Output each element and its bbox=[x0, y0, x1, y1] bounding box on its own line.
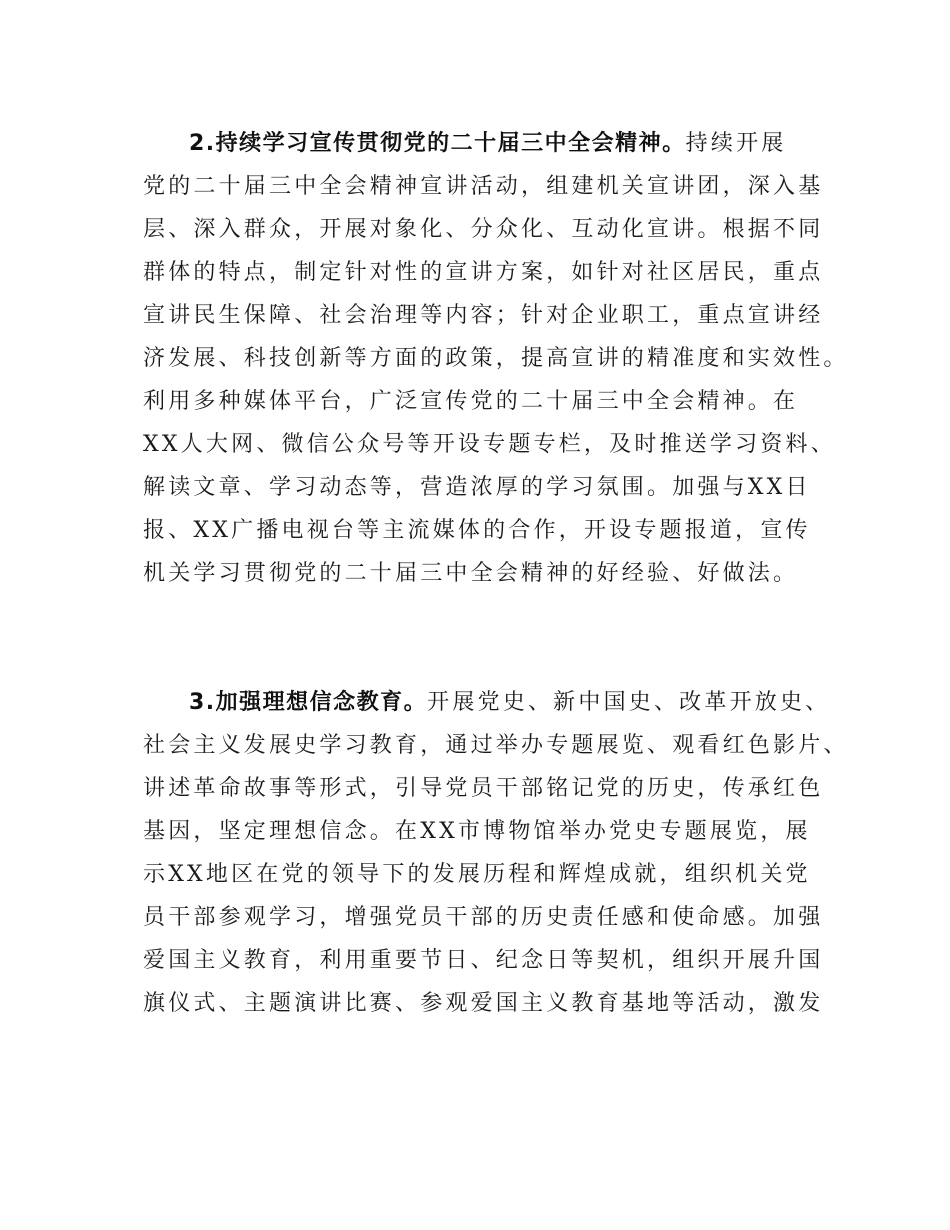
paragraph-line: 群体的特点，制定针对性的宣讲方案，如针对社区居民，重点 bbox=[143, 260, 824, 285]
section-heading: 3.加强理想信念教育。 bbox=[189, 690, 428, 715]
paragraph-line: 爱国主义教育，利用重要节日、纪念日等契机，组织开展升国 bbox=[143, 948, 824, 973]
paragraph-line: 旗仪式、主题演讲比赛、参观爱国主义教育基地等活动，激发 bbox=[143, 991, 824, 1016]
paragraph-line: 利用多种媒体平台，广泛宣传党的二十届三中全会精神。在 bbox=[143, 389, 799, 414]
paragraph-text: 持续开展 bbox=[685, 131, 787, 156]
paragraph-line: 社会主义发展史学习教育，通过举办专题展览、观看红色影片、 bbox=[143, 733, 849, 758]
paragraph-section-3 bbox=[143, 681, 849, 1025]
paragraph-line: 讲述革命故事等形式，引导党员干部铭记党的历史，传承红色 bbox=[143, 776, 824, 801]
paragraph-line: XX人大网、微信公众号等开设专题专栏，及时推送学习资料、 bbox=[143, 432, 836, 457]
section-heading: 2.持续学习宣传贯彻党的二十届三中全会精神。 bbox=[189, 131, 686, 156]
paragraph-first-line bbox=[143, 681, 833, 724]
paragraph-line: 济发展、科技创新等方面的政策，提高宣讲的精准度和实效性。 bbox=[143, 346, 849, 371]
paragraph-line: 宣讲民生保障、社会治理等内容；针对企业职工，重点宣讲经 bbox=[143, 303, 824, 328]
paragraph-line: 示XX地区在党的领导下的发展历程和辉煌成就，组织机关党 bbox=[143, 862, 811, 887]
paragraph-line: 员干部参观学习，增强党员干部的历史责任感和使命感。加强 bbox=[143, 905, 824, 930]
paragraph-first-line bbox=[143, 122, 833, 165]
paragraph-line: 机关学习贯彻党的二十届三中全会精神的好经验、好做法。 bbox=[143, 561, 799, 586]
paragraph-text: 开展党史、新中国史、改革开放史、 bbox=[427, 690, 831, 715]
paragraph-section-2 bbox=[143, 122, 849, 595]
paragraph-line: 基因，坚定理想信念。在XX市博物馆举办党史专题展览，展 bbox=[143, 819, 811, 844]
paragraph-line: 层、深入群众，开展对象化、分众化、互动化宣讲。根据不同 bbox=[143, 217, 824, 242]
paragraph-line: 党的二十届三中全会精神宣讲活动，组建机关宣讲团，深入基 bbox=[143, 174, 824, 199]
paragraph-line: 解读文章、学习动态等，营造浓厚的学习氛围。加强与XX日 bbox=[143, 475, 811, 500]
paragraph-line: 报、XX广播电视台等主流媒体的合作，开设专题报道，宣传 bbox=[143, 518, 811, 543]
